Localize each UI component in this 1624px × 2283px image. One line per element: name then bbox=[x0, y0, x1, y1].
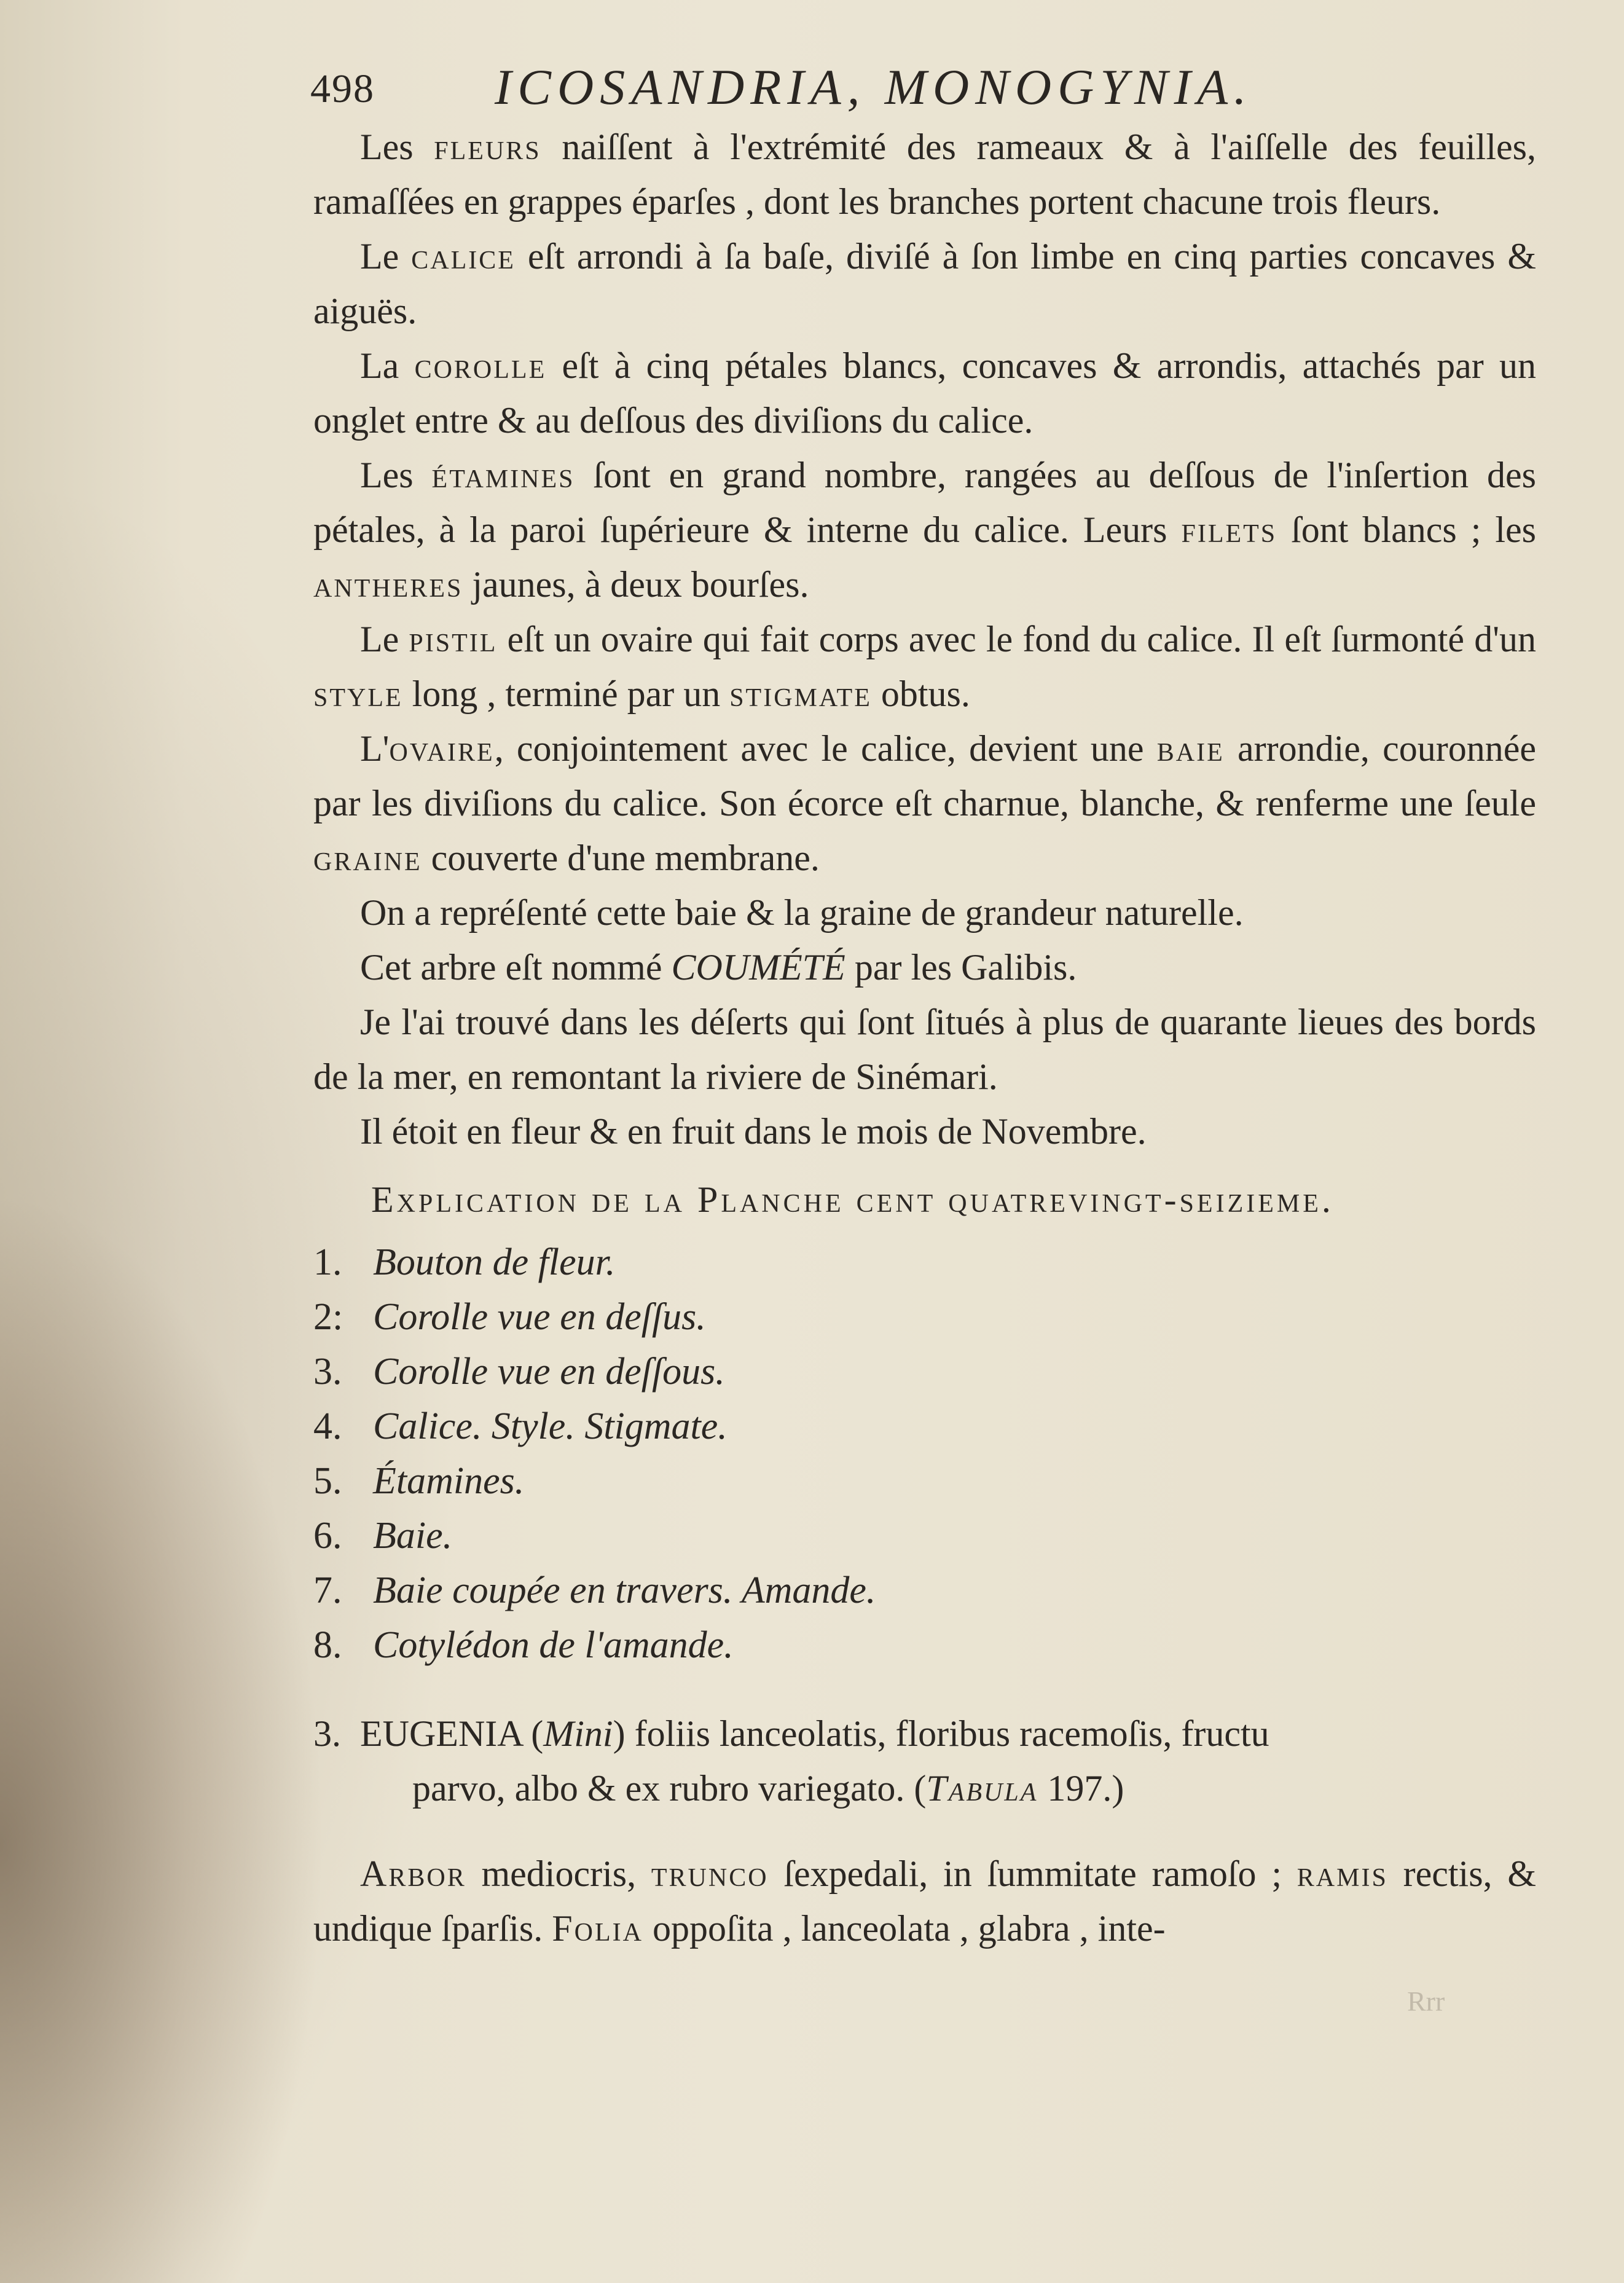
paragraph-novembre: Il étoit en fleur & en fruit dans le mois de Novembre. bbox=[360, 1111, 1147, 1152]
running-title: ICOSANDRIA, MONOGYNIA. bbox=[495, 59, 1253, 115]
legend-item: 5. Étamines. bbox=[313, 1460, 525, 1502]
species-diagnosis: EUGENIA (Mini) foliis lanceolatis, floribus racemoſis, fructu parvo, albo & ex rubro variegato. (Tabula 197.) bbox=[360, 1713, 1269, 1809]
legend-item: 8. Cotylédon de l'amande. bbox=[313, 1624, 734, 1666]
page-number: 498 bbox=[310, 66, 375, 111]
legend-item: 7. Baie coupée en travers. Amande. bbox=[313, 1570, 876, 1611]
plate-caption: Explication de la Planche cent quatrevingt-seizieme. bbox=[371, 1179, 1334, 1220]
paragraph-fleurs: Les fleurs naiſſent à l'extrémité des rameaux & à l'aiſſelle des feuilles, ramaſſées en grappes éparſes , dont les branches portent chacune trois fleurs. bbox=[313, 127, 1536, 222]
paragraph-calice: Le calice eſt arrondi à ſa baſe, diviſé à ſon limbe en cinq parties concaves & aiguës. bbox=[313, 236, 1536, 331]
paragraph-ovaire: L'ovaire, conjointement avec le calice, devient une baie arrondie, couronnée par les diviſions du calice. Son écorce eſt charnue, blanche, & renferme une ſeule graine couverte d'une membrane. bbox=[313, 728, 1537, 878]
paragraph-corolle: La corolle eſt à cinq pétales blancs, concaves & arrondis, attachés par un onglet entre & au deſſous des diviſions du calice. bbox=[313, 345, 1536, 441]
legend-item: 2: Corolle vue en deſſus. bbox=[313, 1296, 706, 1338]
paragraph-latin-description: Arbor mediocris, trunco ſexpedali, in ſummitate ramoſo ; ramis rectis, & undique ſparſis. Folia oppoſita , lanceolata , glabra , inte- bbox=[313, 1853, 1537, 1949]
page-content bbox=[313, 120, 1536, 1956]
legend-item: 6. Baie. bbox=[313, 1515, 453, 1557]
catchword: Rrr bbox=[1407, 1986, 1445, 2017]
paragraph-grandeur: On a repréſenté cette baie & la graine de grandeur naturelle. bbox=[360, 892, 1244, 933]
legend-item: 1. Bouton de fleur. bbox=[313, 1241, 616, 1283]
paragraph-pistil: Le pistil eſt un ovaire qui fait corps avec le fond du calice. Il eſt ſurmonté d'un style long , terminé par un stigmate obtus. bbox=[313, 619, 1536, 714]
legend-item: 4. Calice. Style. Stigmate. bbox=[313, 1405, 728, 1447]
legend-item: 3. Corolle vue en deſſous. bbox=[313, 1351, 725, 1393]
page-header bbox=[310, 52, 1416, 123]
species-number: 3. bbox=[313, 1713, 341, 1754]
paragraph-etamines: Les étamines ſont en grand nombre, rangées au deſſous de l'inſertion des pétales, à la paroi ſupérieure & interne du calice. Leurs filets ſont blancs ; les antheres jaunes, à deux bourſes. bbox=[313, 455, 1536, 605]
plate-legend bbox=[313, 1235, 1536, 1673]
paragraph-coumete: Cet arbre eſt nommé COUMÉTÉ par les Galibis. bbox=[360, 947, 1077, 988]
species-entry-eugenia bbox=[313, 1707, 1536, 1816]
paragraph-deserts: Je l'ai trouvé dans les déſerts qui ſont ſitués à plus de quarante lieues des bords de la mer, en remontant la riviere de Sinémari. bbox=[313, 1002, 1536, 1097]
